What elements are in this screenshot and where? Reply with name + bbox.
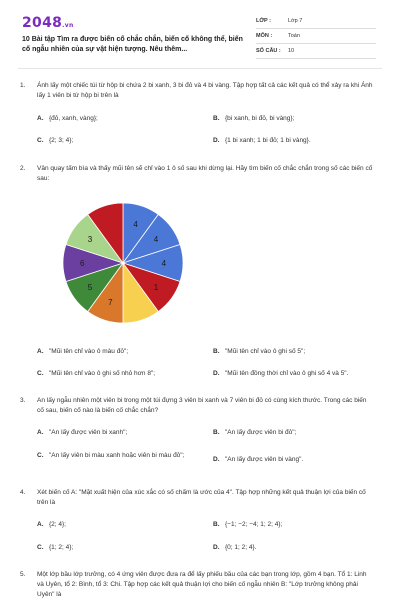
- worksheet-meta: [256, 14, 376, 59]
- option-b[interactable]: B. "An lấy được viên bi đỏ";: [213, 429, 297, 436]
- wheel-sector-label: 4: [153, 235, 159, 245]
- option-a[interactable]: A. {đỏ, xanh, vàng};: [37, 115, 98, 122]
- wheel-sector-label: 6: [79, 259, 85, 268]
- option-d[interactable]: D. {1 bi xanh; 1 bi đỏ; 1 bi vàng}.: [213, 137, 311, 144]
- option-d[interactable]: D. {0; 1; 2; 4}.: [213, 544, 257, 551]
- question-number: 3.: [20, 397, 26, 404]
- meta-value: Toán: [288, 33, 300, 39]
- meta-value: 10: [288, 48, 295, 54]
- wheel-sector-label: 3: [87, 235, 93, 245]
- option-d[interactable]: D. "Mũi tên đồng thời chỉ vào ô ghi số 4 và 5".: [213, 370, 349, 377]
- worksheet-title: 10 Bài tập Tìm ra được biến cố chắc chắn, biến cố không thể, biến cố ngẫu nhiên của sự vật hiện tượng. Nêu thêm...: [22, 36, 243, 53]
- question-4: [20, 488, 380, 558]
- question-3: [20, 396, 380, 476]
- option-c[interactable]: C. "Mũi tên chỉ vào ô ghi số nhỏ hơn 8";: [37, 370, 156, 377]
- question-text: Ánh lấy một chiếc túi từ hộp bi chứa 2 bi xanh, 3 bi đỏ và 4 bi vàng. Tập hợp tất cả các kết quả có thể xảy ra khi Ánh lấy 1 viên bi từ hộp bi trên là: [37, 82, 373, 99]
- option-a[interactable]: A. "Mũi tên chỉ vào ô màu đỏ";: [37, 348, 129, 355]
- wheel-sector-label: 4: [133, 220, 138, 230]
- option-b[interactable]: B. {bi xanh, bi đỏ, bi vàng};: [213, 115, 295, 122]
- option-b[interactable]: B. {−1; −2; −4; 1; 2; 4};: [213, 521, 283, 528]
- header-divider: [18, 68, 382, 69]
- question-text: Vân quay tấm bìa và thấy mũi tên sẽ chỉ vào 1 ô số sau khi dừng lại. Hãy tìm biến cố chắc chắn trong số các biến cố sau:: [37, 165, 373, 182]
- question-number: 4.: [20, 489, 26, 496]
- wheel-sector-label: 4: [161, 259, 167, 268]
- meta-label: LỚP :: [256, 18, 271, 24]
- question-number: 1.: [20, 82, 26, 89]
- question-text: Xét biến cố A: "Mặt xuất hiện của xúc xắc có số chấm là ước của 4". Tập hợp những kết quả thuận lợi của biến cố trên là: [37, 489, 366, 506]
- question-text: Một lớp bầu lớp trưởng, có 4 ứng viên được đưa ra để lấy phiếu bầu của các bạn trong lớp, gồm 4 bạn. Tổ 1: Linh và Uyên, tổ 2: Bình, tổ 3: Chi. Tập hợp các kết quả thuận lợi cho biến cố ngẫu nhiên B: "Lớp trưởng không phải Uyên" là: [37, 571, 367, 598]
- wheel-sector-label: 7: [108, 297, 113, 307]
- meta-row-subject: [256, 29, 376, 44]
- option-b[interactable]: B. "Mũi tên chỉ vào ô ghi số 5";: [213, 348, 306, 355]
- spinner-wheel: [58, 198, 188, 328]
- question-5: [20, 570, 380, 600]
- meta-label: MÔN :: [256, 33, 273, 39]
- option-a[interactable]: A. "An lấy được viên bi xanh";: [37, 429, 128, 436]
- wheel-sector-label: 5: [87, 282, 93, 292]
- question-1: [20, 81, 380, 144]
- option-a[interactable]: A. {2; 4};: [37, 521, 66, 528]
- site-logo[interactable]: 2048.vn: [22, 15, 74, 31]
- worksheet-header: [18, 10, 382, 62]
- meta-row-count: [256, 44, 376, 59]
- wheel-sector-label: 1: [153, 282, 159, 292]
- meta-row-class: [256, 14, 376, 29]
- meta-label: SỐ CÂU :: [256, 48, 281, 54]
- question-number: 2.: [20, 165, 26, 172]
- question-text: An lấy ngẫu nhiên một viên bi trong một túi đựng 3 viên bi xanh và 7 viên bi đỏ có cùng kích thước. Trong các biến cố sau, biến cố nào là biến cố chắc chắn?: [37, 397, 367, 414]
- meta-value: Lớp 7: [288, 18, 303, 24]
- option-c[interactable]: C. {2; 3; 4};: [37, 137, 74, 144]
- option-d[interactable]: D. "An lấy được viên bi vàng".: [213, 456, 304, 463]
- option-c[interactable]: C. "An lấy viên bi màu xanh hoặc viên bi màu đỏ";: [37, 452, 185, 459]
- option-c[interactable]: C. {1; 2; 4};: [37, 544, 74, 551]
- question-number: 5.: [20, 571, 26, 578]
